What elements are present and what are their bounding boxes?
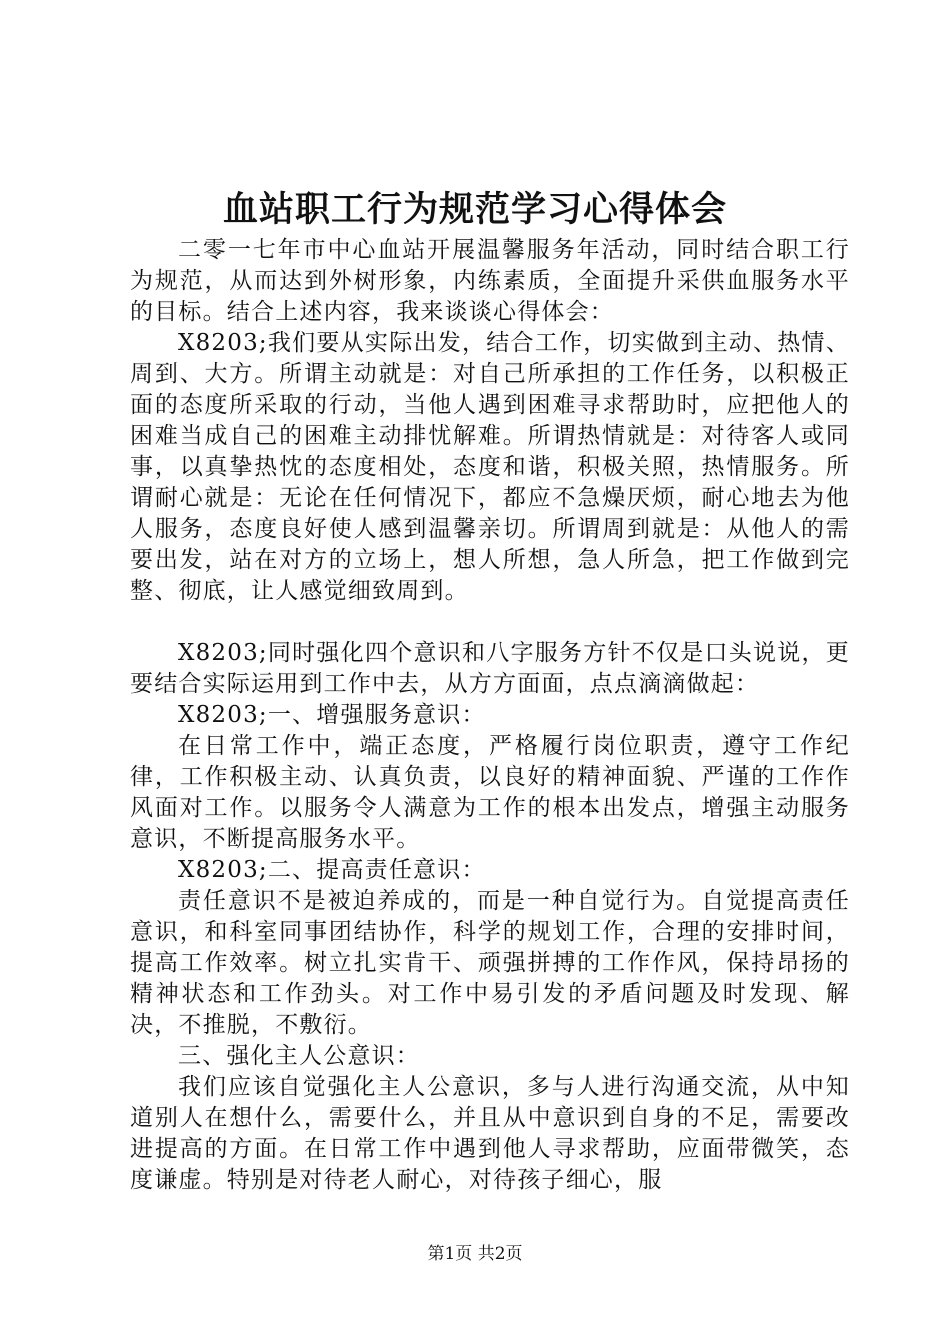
paragraph-four-awareness: X8203;同时强化四个意识和八字服务方针不仅是口头说说，更要结合实际运用到工作中去，从方方面面，点点滴滴做起： — [130, 640, 850, 697]
section-heading-service: X8203;一、增强服务意识： — [178, 702, 486, 728]
document-title: 血站职工行为规范学习心得体会 — [222, 189, 727, 230]
paragraph-service: 在日常工作中，端正态度，严格履行岗位职责，遵守工作纪律，工作积极主动、认真负责，以良好的精神面貌、严谨的工作作风面对工作。以服务令人满意为工作的根本出发点，增强主动服务意识，不断提高服务水平。 — [130, 733, 850, 852]
section-heading-ownership: 三、强化主人公意识： — [178, 1043, 420, 1069]
paragraph-ownership: 我们应该自觉强化主人公意识，多与人进行沟通交流，从中知道别人在想什么，需要什么，并且从中意识到自身的不足，需要改进提高的方面。在日常工作中遇到他人寻求帮助，应面带微笑，态度谦虚。特别是对待老人耐心，对待孩子细心，服 — [130, 1074, 850, 1193]
paragraph-responsibility: 责任意识不是被迫养成的，而是一种自觉行为。自觉提高责任意识，和科室同事团结协作，科学的规划工作，合理的安排时间，提高工作效率。树立扎实肯干、顽强拼搏的工作作风，保持昂扬的精神状态和工作劲头。对工作中易引发的矛盾问题及时发现、解决，不推脱，不敷衍。 — [130, 888, 850, 1038]
paragraph-service-attitude: X8203;我们要从实际出发，结合工作，切实做到主动、热情、周到、大方。所谓主动就是：对自己所承担的工作任务，以积极正面的态度所采取的行动，当他人遇到困难寻求帮助时，应把他人的困难当成自己的困难主动排忧解难。所谓热情就是：对待客人或同事，以真挚热忱的态度相处，态度和谐，积极关照，热情服务。所谓耐心就是：无论在任何情况下，都应不急燥厌烦，耐心地去为他人服务，态度良好使人感到温馨亲切。所谓周到就是：从他人的需要出发，站在对方的立场上，想人所想，急人所急，把工作做到完整、彻底，让人感觉细致周到。 — [130, 330, 850, 604]
page-footer: 第1页 共2页 — [427, 1244, 523, 1264]
section-heading-responsibility: X8203;二、提高责任意识： — [178, 857, 486, 883]
paragraph-intro: 二零一七年市中心血站开展温馨服务年活动，同时结合职工行为规范，从而达到外树形象，内练素质，全面提升采供血服务水平的目标。结合上述内容，我来谈谈心得体会： — [130, 237, 850, 325]
document-body — [130, 235, 850, 1196]
